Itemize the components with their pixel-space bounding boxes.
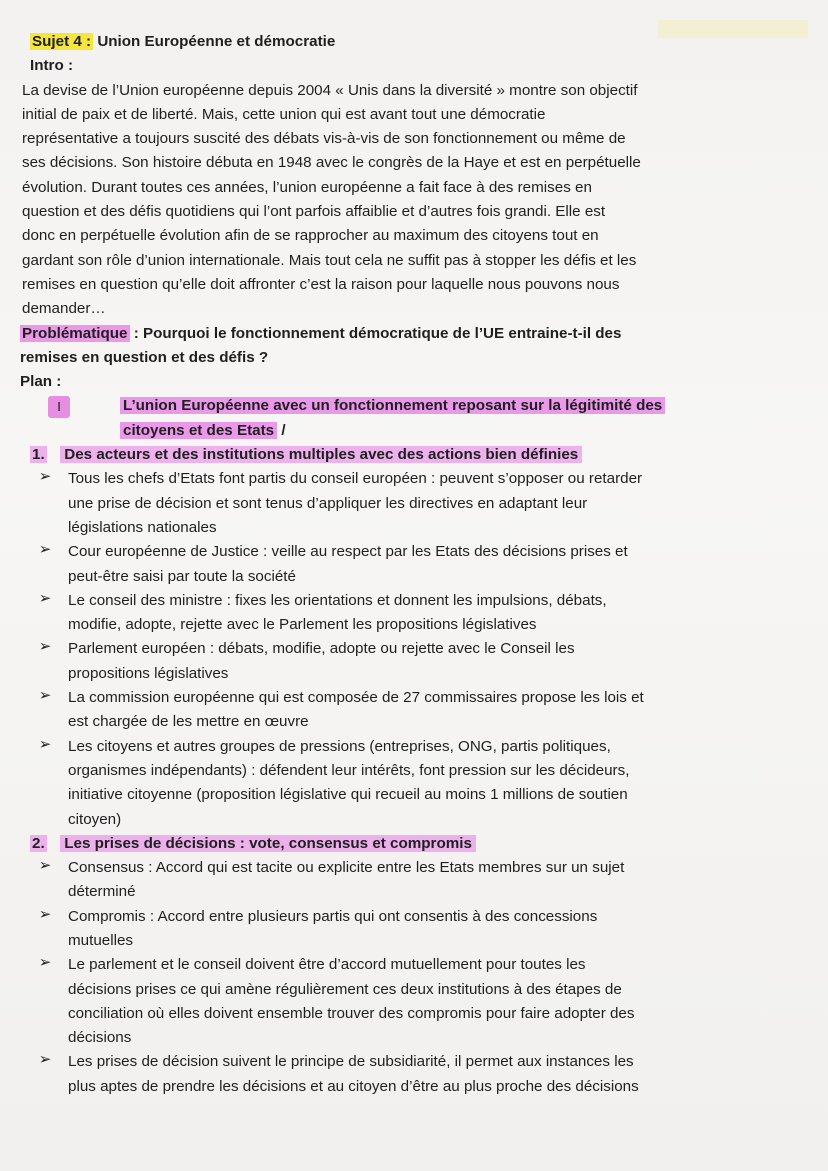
arrow-bullet-icon: ➢	[38, 857, 52, 875]
part-1-numeral: I	[48, 396, 70, 418]
arrow-bullet-icon: ➢	[38, 905, 52, 923]
intro-line: question et des défis quotidiens qui l’ont parfois affaiblie et d’autres fois grandi. Elle est	[22, 203, 606, 221]
part-1-title-line-1: L’union Européenne avec un fonctionnement reposant sur la légitimité des	[120, 397, 665, 414]
intro-line: ses décisions. Son histoire débuta en 1948 avec le congrès de la Haye et est en perpétuelle	[22, 154, 641, 172]
part-1-title-line-2: citoyens et des Etats	[120, 422, 277, 439]
bullet-item: ➢ Tous les chefs d’Etats font partis du conseil européen : peuvent s’opposer ou retarder une prise de décision et sont tenus d’appliquer les directives en adaptant leur législations nationales	[68, 467, 795, 540]
intro-line: initial de paix et de liberté. Mais, cette union qui est avant tout une démocratie	[22, 105, 546, 123]
subject-title: Union Européenne et démocratie	[97, 33, 336, 50]
document-content	[20, 30, 795, 1099]
intro-line: demander…	[22, 300, 106, 318]
bullet-item: ➢ La commission européenne qui est composée de 27 commissaires propose les lois et est chargée de les mettre en œuvre	[68, 686, 795, 735]
arrow-bullet-icon: ➢	[38, 954, 52, 972]
section-1-heading	[30, 443, 795, 467]
intro-line: gardant son rôle d’union internationale. Mais tout cela ne suffit pas à stopper les défis et les	[22, 251, 637, 269]
plan-label: Plan :	[20, 373, 62, 391]
intro-line: donc en perpétuelle évolution afin de se rapprocher au maximum des citoyens tout en	[22, 227, 599, 245]
intro-label: Intro :	[30, 57, 74, 75]
intro-line: remises en question qu’elle doit affronter c’est la raison pour laquelle nous pouvons nous	[22, 275, 620, 293]
subject-label: Sujet 4 :	[32, 33, 92, 50]
section-2-title: Les prises de décisions : vote, consensus et compromis	[60, 835, 476, 852]
bullet-item: ➢ Consensus : Accord qui est tacite ou explicite entre les Etats membres sur un sujet déterminé	[68, 856, 795, 905]
problematique-label: Problématique	[22, 324, 128, 342]
bullet-item: ➢ Compromis : Accord entre plusieurs partis qui ont consentis à des concessions mutuelles	[68, 905, 795, 954]
section-2-heading	[30, 832, 795, 856]
arrow-bullet-icon: ➢	[38, 468, 52, 486]
arrow-bullet-icon: ➢	[38, 687, 52, 705]
subject-heading	[30, 30, 795, 54]
part-1-heading: I L’union Européenne avec un fonctionnement reposant sur la légitimité des citoyens et des Etats /	[40, 394, 795, 443]
bullet-item: ➢ Les prises de décision suivent le principe de subsidiarité, il permet aux instances les plus aptes de prendre les décisions et au citoyen d’être au plus proche des décisions	[68, 1050, 795, 1099]
bullet-item: ➢ Parlement européen : débats, modifie, adopte ou rejette avec le Conseil les propositions législatives	[68, 637, 795, 686]
bullet-item: ➢ Les citoyens et autres groupes de pressions (entreprises, ONG, partis politiques, organismes indépendants) : défendent leur intérêts, font pression sur les décideurs, initiative citoyenne (proposition législative qui recueil au moins 1 millions de soutien citoyen)	[68, 735, 795, 832]
arrow-bullet-icon: ➢	[38, 1051, 52, 1069]
arrow-bullet-icon: ➢	[38, 735, 52, 753]
section-1-number: 1.	[32, 446, 45, 464]
intro-line: représentative a toujours suscité des débats vis-à-vis de son fonctionnement ou même de	[22, 130, 626, 148]
problematique-line-1	[20, 322, 795, 346]
arrow-bullet-icon: ➢	[38, 638, 52, 656]
bullet-item: ➢ Le conseil des ministre : fixes les orientations et donnent les impulsions, débats, modifie, adopte, rejette avec le Parlement les propositions législatives	[68, 589, 795, 638]
problematique-text: : Pourquoi le fonctionnement démocratique de l’UE entraine-t-il des	[129, 324, 622, 342]
section-2-number: 2.	[32, 834, 45, 852]
bullet-item: ➢ Le parlement et le conseil doivent être d’accord mutuellement pour toutes les décisions prises ce qui amène régulièrement ces deux institutions à des étapes de conciliation où elles doivent ensemble trouver des compromis pour faire adopter des décisions	[68, 953, 795, 1050]
bullet-item: ➢ Cour européenne de Justice : veille au respect par les Etats des décisions prises et peut-être saisi par toute la société	[68, 540, 795, 589]
arrow-bullet-icon: ➢	[38, 589, 52, 607]
intro-line: La devise de l’Union européenne depuis 2004 « Unis dans la diversité » montre son objectif	[22, 81, 638, 99]
intro-line: évolution. Durant toutes ces années, l’union européenne a fait face à des remises en	[22, 178, 592, 196]
problematique-line-2: remises en question et des défis ?	[20, 348, 269, 366]
intro-paragraph	[22, 79, 795, 322]
arrow-bullet-icon: ➢	[38, 541, 52, 559]
section-1-title: Des acteurs et des institutions multiples avec des actions bien définies	[60, 446, 582, 463]
